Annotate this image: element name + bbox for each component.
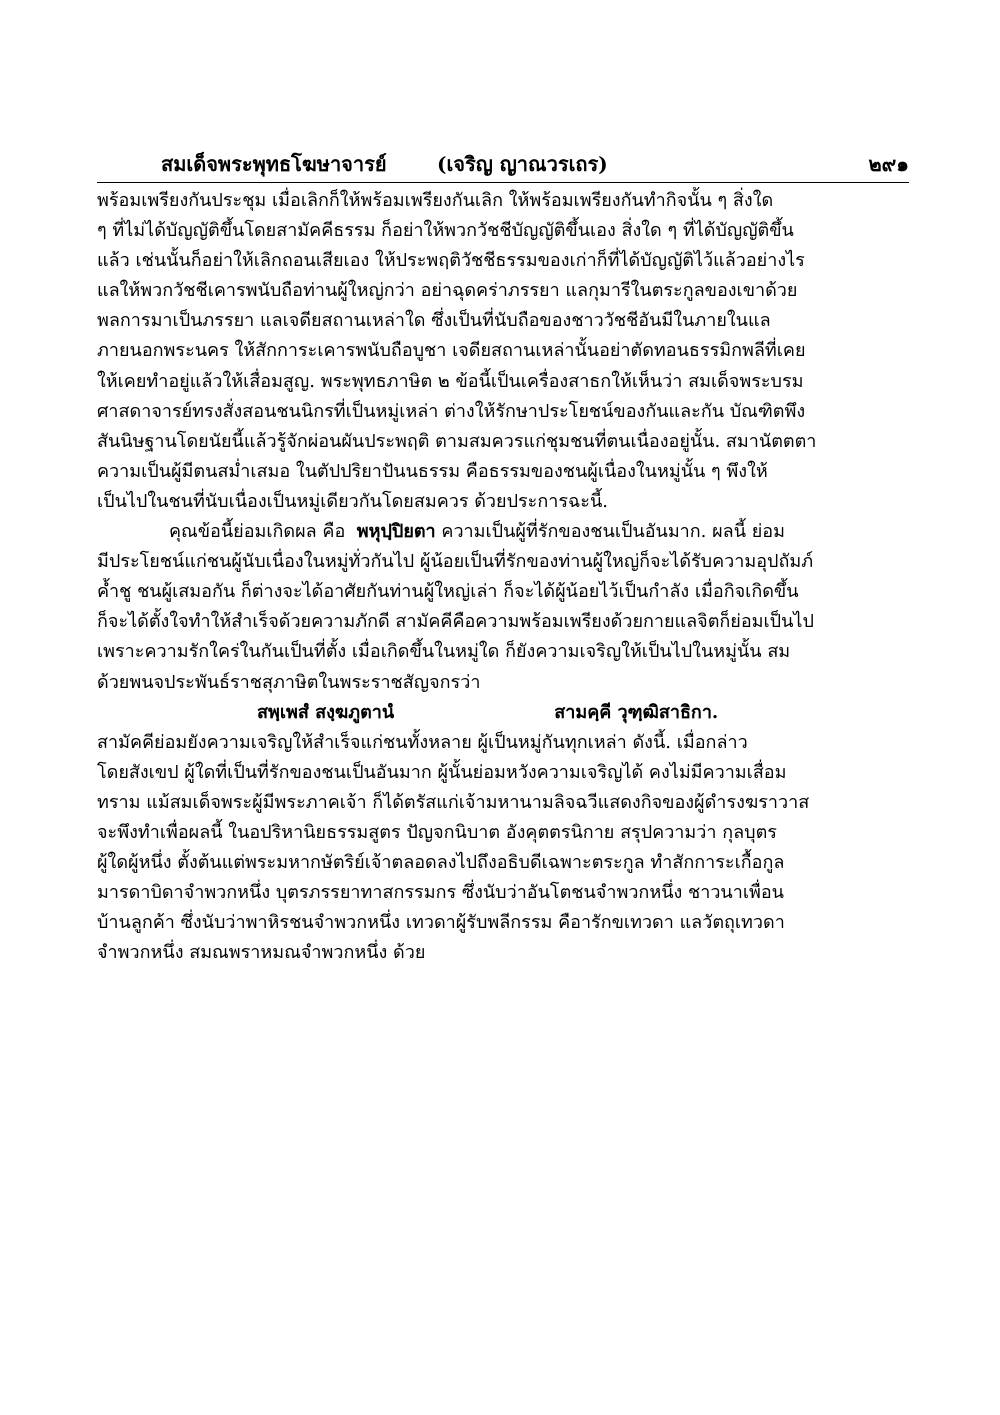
text-line: เป็นไปในชนที่นับเนื่องเป็นหมู่เดียวกันโดยสมควร ด้วยประการฉะนี้.: [97, 490, 608, 512]
text-line: แล้ว เช่นนั้นก็อย่าให้เลิกถอนเสียเอง ให้ประพฤติวัชชีธรรมของเก่าก็ที่ได้บัญญัติไว้แล้วอย่างไร: [97, 250, 805, 272]
text-line: ค้ำชู ชนผู้เสมอกัน ก็ต่างจะได้อาศัยกันท่านผู้ใหญ่เล่า ก็จะได้ผู้น้อยไว้เป็นกำลัง เมื่อกิจเกิดขึ้น: [97, 581, 799, 603]
text-line: ก็จะได้ตั้งใจทำให้สำเร็จด้วยความภักดี สามัคคีคือความพร้อมเพรียงด้วยกายแลจิตก็ย่อมเป็นไป: [97, 611, 814, 633]
text-line: พลการมาเป็นภรรยา แลเจดียสถานเหล่าใด ซึ่งเป็นที่นับถือของชาววัชชีอันมีในภายในแล: [97, 310, 771, 332]
text-line: ด้วยพนจประพันธ์ราชสุภาษิตในพระราชสัญจกรว่า: [97, 671, 481, 693]
text-line: ผู้ใดผู้หนึ่ง ตั้งต้นแต่พระมหากษัตริย์เจ้าตลอดลงไปถึงอธิบดีเฉพาะตระกูล ทำสักการะเกื้อกูล: [97, 852, 785, 874]
text-line: จำพวกหนึ่ง สมณพราหมณจำพวกหนึ่ง ด้วย: [97, 942, 426, 964]
text-line: ความเป็นผู้มีตนสม่ำเสมอ ในตัปปริยาปันนธรรม คือธรรมของชนผู้เนื่องในหมู่นั้น ๆ พึงให้: [97, 460, 768, 482]
page-number: ๒๙๑: [868, 152, 909, 176]
text-line: สันนิษฐานโดยนัยนี้แล้วรู้จักผ่อนผันประพฤติ ตามสมควรแก่ชุมชนที่ตนเนื่องอยู่นั้น. สมานัตตตา: [97, 430, 817, 452]
verse-first-half: สพฺเพสํ สงฺฆภูตานํ: [257, 701, 395, 723]
text-line: โดยสังเขป ผู้ใดที่เป็นที่รักของชนเป็นอันมาก ผู้นั้นย่อมหวังความเจริญได้ คงไม่มีความเสื่อม: [97, 761, 787, 783]
body-text: [97, 186, 909, 968]
verse-second-half: สามคฺคี วุฑฺฒิสาธิกา.: [554, 701, 719, 723]
paragraph-first-line: [97, 517, 909, 547]
text-line: มีประโยชน์แก่ชนผู้นับเนื่องในหมู่ทั่วกันไป ผู้น้อยเป็นที่รักของท่านผู้ใหญ่ก็จะได้รับความอุปถัมภ์: [97, 551, 814, 573]
text-run: ความเป็นผู้ที่รักของชนเป็นอันมาก. ผลนี้ ย่อม: [441, 521, 785, 543]
text-line: ภายนอกพระนคร ให้สักการะเคารพนับถือบูชา เจดียสถานเหล่านั้นอย่าตัดทอนธรรมิกพลีที่เคย: [97, 340, 806, 362]
pali-verse: [97, 698, 909, 728]
text-line: เพราะความรักใคร่ในกันเป็นที่ตั้ง เมื่อเกิดขึ้นในหมู่ใด ก็ยังความเจริญให้เป็นไปในหมู่นั้น สม: [97, 641, 791, 663]
text-line: พร้อมเพรียงกันประชุม เมื่อเลิกก็ให้พร้อมเพรียงกันเลิก ให้พร้อมเพรียงกันทำกิจนั้น ๆ สิ่งใด: [97, 190, 774, 211]
running-title: สมเด็จพระพุทธโฆษาจารย์: [161, 152, 387, 176]
text-line: ศาสดาจารย์ทรงสั่งสอนชนนิกรที่เป็นหมู่เหล่า ต่างให้รักษาประโยชน์ของกันและกัน บัณฑิตพึง: [97, 400, 806, 422]
text-line: บ้านลูกค้า ซึ่งนับว่าพาหิรชนจำพวกหนึ่ง เทวดาผู้รับพลีกรรม คือารักขเทวดา แลวัตถุเทวดา: [97, 912, 785, 934]
page-header: [97, 148, 909, 178]
running-author: (เจริญ ญาณวรเถร): [437, 152, 608, 176]
text-line: จะพึงทำเพื่อผลนี้ ในอปริหานิยธรรมสูตร ปัญจกนิบาต อังคุตตรนิกาย สรุปความว่า กุลบุตร: [97, 821, 777, 843]
header-rule: [97, 182, 909, 183]
text-run: คุณข้อนี้ย่อมเกิดผล คือ: [169, 521, 346, 543]
text-line: สามัคคีย่อมยังความเจริญให้สำเร็จแก่ชนทั้งหลาย ผู้เป็นหมู่กันทุกเหล่า ดังนี้. เมื่อกล่าว: [97, 731, 748, 753]
text-line: มารดาบิดาจำพวกหนึ่ง บุตรภรรยาทาสกรรมกร ซึ่งนับว่าอันโตชนจำพวกหนึ่ง ชาวนาเพื่อน: [97, 882, 784, 904]
text-line: ๆ ที่ไม่ได้บัญญัติขึ้นโดยสามัคคีธรรม ก็อย่าให้พวกวัชชีบัญญัติขึ้นเอง สิ่งใด ๆ ที่ได้บัญญัติขึ้น: [97, 220, 794, 242]
text-line: ทราม แม้สมเด็จพระผู้มีพระภาคเจ้า ก็ได้ตรัสแก่เจ้ามหานามลิจฉวีแสดงกิจของผู้ดำรงฆราวาส: [97, 791, 810, 813]
text-line: ให้เคยทำอยู่แล้วให้เสื่อมสูญ. พระพุทธภาษิต ๒ ข้อนี้เป็นเครื่องสาธกให้เห็นว่า สมเด็จพระบรม: [97, 370, 804, 392]
text-line: แลให้พวกวัชชีเคารพนับถือท่านผู้ใหญ่กว่า อย่าฉุดคร่าภรรยา แลกุมารีในตระกูลของเขาด้วย: [97, 280, 798, 302]
emphasized-term: พหุปฺปิยตา: [356, 521, 436, 543]
